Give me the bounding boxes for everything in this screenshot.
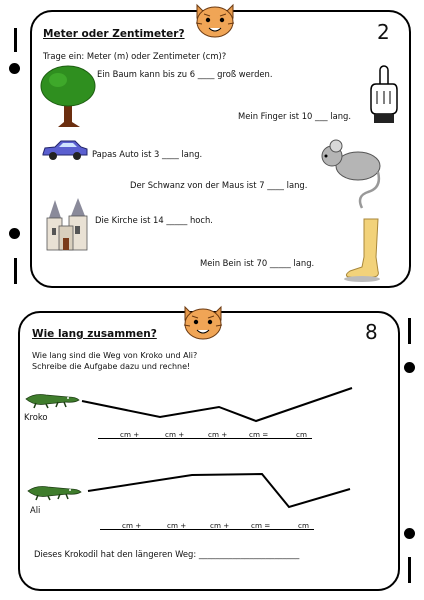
worksheet-card-meter-or-centimeter — [30, 10, 411, 288]
worksheet-card-how-long-together — [18, 311, 400, 591]
ali-eq-4: cm = — [251, 521, 271, 530]
sentence-leg: Mein Bein ist 70 _____ lang. — [200, 258, 315, 268]
binder-hole-2 — [9, 228, 20, 239]
kroko-eq-5: cm — [296, 430, 307, 439]
binder-hole-3 — [404, 362, 415, 373]
ali-eq-5: cm — [298, 521, 309, 530]
bottom-question: Dieses Krokodil hat den längeren Weg: ________________________ — [34, 549, 300, 559]
cat-face-icon — [192, 2, 238, 40]
tree-icon — [40, 64, 98, 128]
cat-face-icon — [180, 304, 226, 342]
kroko-eq-4: cm = — [249, 430, 269, 439]
card-number: 2 — [377, 20, 390, 44]
ali-eq-1: cm + — [122, 521, 142, 530]
card-title: Meter oder Zentimeter? — [43, 28, 185, 40]
sentence-church: Die Kirche ist 14 _____ hoch. — [95, 215, 213, 225]
binder-hole-4 — [404, 528, 415, 539]
sentence-car: Papas Auto ist 3 ____ lang. — [92, 149, 203, 159]
kroko-eq-2: cm + — [165, 430, 185, 439]
leg-icon — [342, 217, 394, 283]
card-title: Wie lang zusammen? — [32, 328, 157, 340]
ali-eq-3: cm + — [210, 521, 230, 530]
card-number: 8 — [365, 320, 378, 344]
binder-line-mid — [14, 258, 17, 284]
binder-hole-1 — [9, 63, 20, 74]
crocodile-icon — [26, 483, 82, 501]
kroko-eq-3: cm + — [208, 430, 228, 439]
instruction-text: Trage ein: Meter (m) oder Zentimeter (cm)? — [43, 51, 227, 61]
ali-label: Ali — [30, 505, 41, 515]
sentence-tree: Ein Baum kann bis zu 6 ____ groß werden. — [97, 69, 273, 79]
church-icon — [41, 198, 93, 252]
ali-path — [84, 463, 364, 513]
sentence-finger: Mein Finger ist 10 ___ lang. — [238, 111, 352, 121]
crocodile-icon — [24, 391, 80, 409]
car-icon — [41, 138, 89, 162]
ali-eq-2: cm + — [167, 521, 187, 530]
kroko-path — [78, 381, 358, 426]
kroko-label: Kroko — [24, 412, 48, 422]
kroko-eq-1: cm + — [120, 430, 140, 439]
sentence-mouse-tail: Der Schwanz von der Maus ist 7 ____ lang. — [130, 180, 308, 190]
mouse-icon — [320, 138, 388, 210]
instruction-line-1: Wie lang sind die Weg von Kroko und Ali? — [32, 351, 198, 360]
binder-line-top — [14, 28, 17, 52]
binder-line-right-top — [408, 318, 411, 344]
pointing-finger-icon — [367, 64, 399, 124]
instruction-line-2: Schreibe die Aufgabe dazu und rechne! — [32, 362, 191, 371]
binder-line-right-bottom — [408, 557, 411, 583]
